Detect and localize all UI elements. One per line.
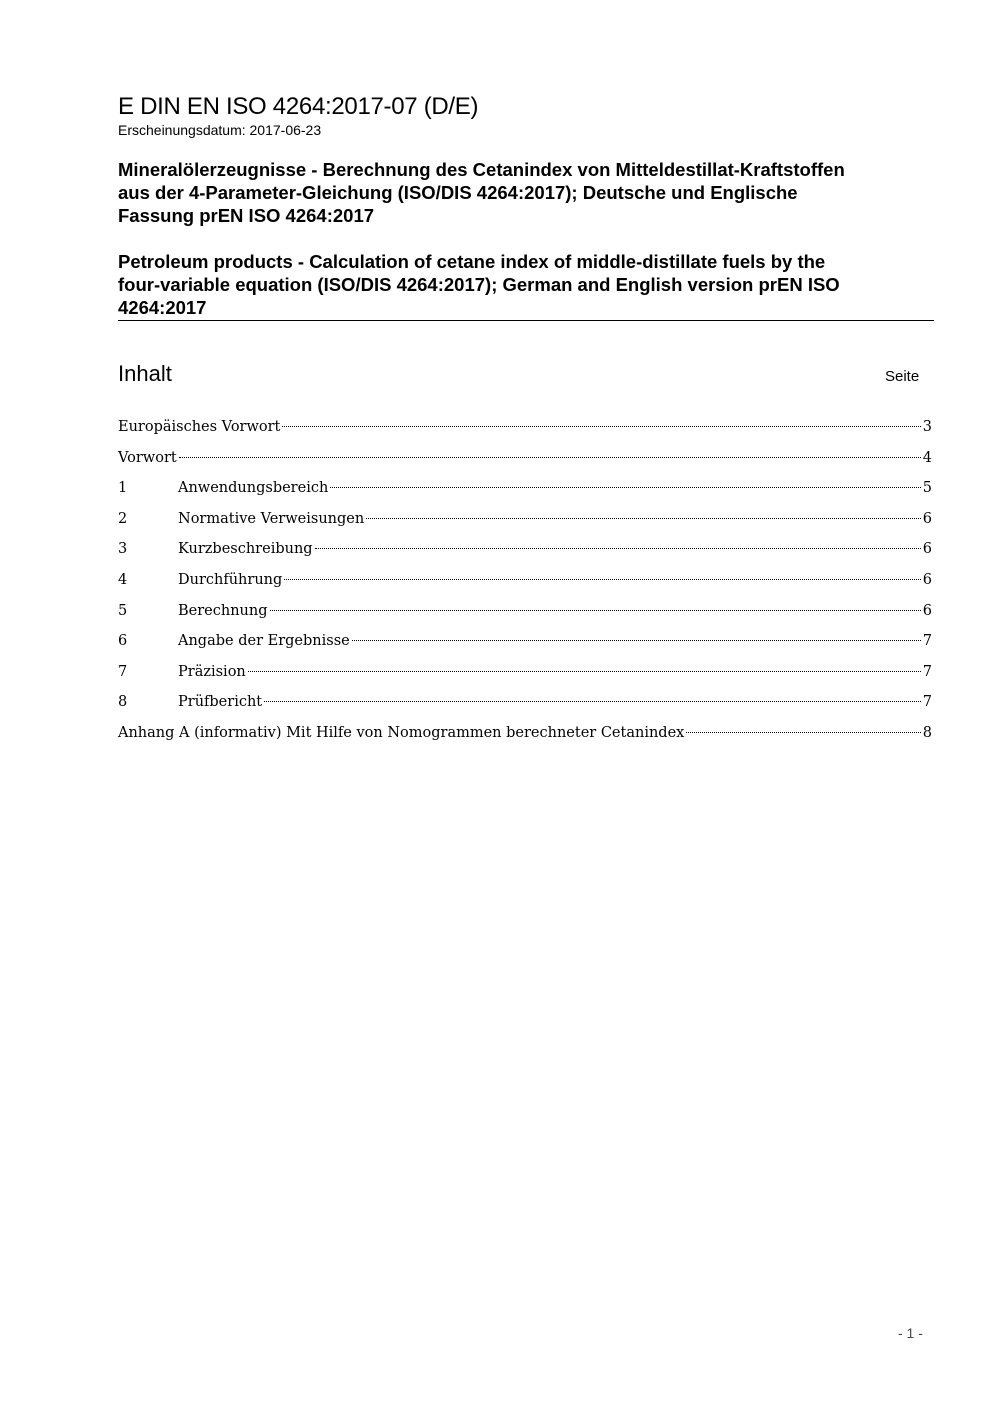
toc-entry-page: 6: [922, 510, 932, 527]
toc-entry-page: 7: [922, 663, 932, 680]
toc-leader-dots: [248, 671, 921, 672]
toc-entry-page: 6: [922, 602, 932, 619]
toc-entry-number: 3: [118, 541, 128, 558]
toc-entry-label: Europäisches Vorwort: [118, 419, 281, 435]
title-english-line: 4264:2017: [118, 297, 207, 318]
toc-leader-dots: [282, 426, 920, 427]
toc-entry-label: Vorwort: [118, 449, 177, 466]
toc-leader-dots: [366, 518, 921, 519]
toc-entry[interactable]: [118, 447, 932, 478]
toc-entry[interactable]: [118, 569, 932, 600]
toc-entry[interactable]: [118, 416, 932, 447]
title-german: [118, 158, 918, 227]
toc-entry[interactable]: [118, 691, 932, 722]
toc-entry[interactable]: [118, 538, 932, 569]
toc-entry-page: 8: [922, 724, 932, 741]
toc-entry-number: 1: [118, 480, 128, 497]
toc-entry-number: 4: [118, 571, 128, 588]
title-english-line: four-variable equation (ISO/DIS 4264:2017); German and English version prEN ISO: [118, 274, 840, 295]
toc-entry-label: Präzision: [178, 663, 246, 680]
toc-leader-dots: [270, 610, 921, 611]
toc-entry-number: 7: [118, 663, 128, 680]
toc-leader-dots: [179, 457, 921, 458]
toc-entry-label: Anhang A (informativ) Mit Hilfe von Nomogrammen berechneter Cetanindex: [118, 724, 685, 741]
toc-entry-label: Angabe der Ergebnisse: [178, 633, 350, 650]
toc-entry[interactable]: [118, 600, 932, 631]
toc-entry-page: 6: [922, 541, 932, 558]
toc-entry-page: 7: [922, 633, 932, 650]
toc-leader-dots: [686, 732, 920, 733]
toc-entry-label: Normative Verweisungen: [178, 510, 365, 527]
publication-date: Erscheinungsdatum: 2017-06-23: [118, 122, 322, 138]
toc-entry-page: 6: [922, 571, 932, 588]
toc-entry-page: 7: [922, 694, 932, 711]
toc-leader-dots: [352, 640, 921, 641]
toc-entry-label: Anwendungsbereich: [178, 480, 329, 497]
document-id: E DIN EN ISO 4264:2017-07 (D/E): [118, 93, 479, 120]
title-english: [118, 250, 918, 319]
footer-page-number: - 1 -: [898, 1325, 923, 1341]
toc-entry[interactable]: [118, 722, 932, 753]
toc-entry-label: Kurzbeschreibung: [178, 541, 313, 558]
toc-leader-dots: [264, 701, 921, 702]
toc-entry-page: 3: [922, 419, 932, 435]
table-of-contents: [118, 416, 932, 753]
toc-leader-dots: [330, 487, 920, 488]
title-divider: [118, 320, 934, 321]
toc-entry-number: 8: [118, 694, 128, 711]
toc-entry-label: Durchführung: [178, 571, 283, 588]
toc-entry[interactable]: [118, 477, 932, 508]
toc-entry-label: Prüfbericht: [178, 694, 263, 711]
toc-entry-page: 5: [922, 480, 932, 497]
title-german-line: aus der 4-Parameter-Gleichung (ISO/DIS 4264:2017); Deutsche und Englische: [118, 182, 798, 203]
toc-entry-number: 5: [118, 602, 128, 619]
toc-leader-dots: [315, 548, 921, 549]
toc-page-column-label: Seite: [885, 368, 920, 385]
toc-leader-dots: [284, 579, 920, 580]
toc-entry-number: 2: [118, 510, 128, 527]
toc-entry[interactable]: [118, 630, 932, 661]
toc-entry[interactable]: [118, 661, 932, 692]
toc-entry-page: 4: [922, 449, 932, 466]
title-german-line: Fassung prEN ISO 4264:2017: [118, 205, 375, 226]
toc-entry-label: Berechnung: [178, 602, 268, 619]
title-english-line: Petroleum products - Calculation of cetane index of middle-distillate fuels by the: [118, 251, 826, 272]
toc-heading: Inhalt: [118, 361, 172, 386]
toc-entry-number: 6: [118, 633, 128, 650]
title-german-line: Mineralölerzeugnisse - Berechnung des Cetanindex von Mitteldestillat-Kraftstoffen: [118, 159, 845, 180]
toc-entry[interactable]: [118, 508, 932, 539]
